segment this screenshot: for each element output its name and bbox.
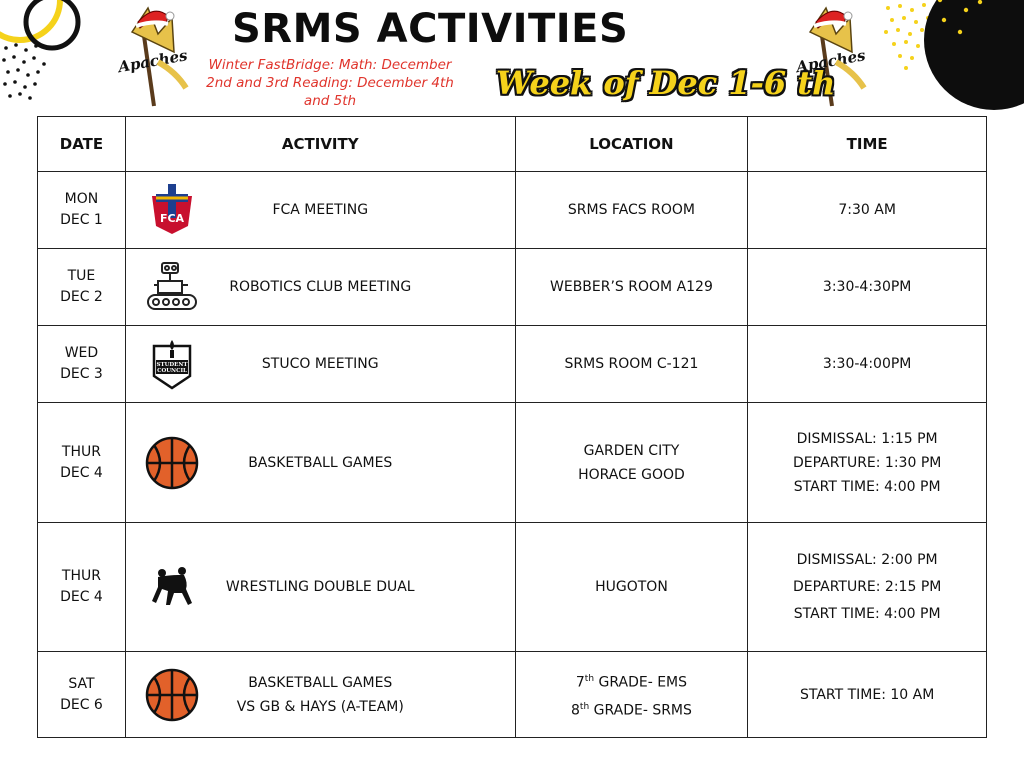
date-label: DEC 4 bbox=[60, 464, 103, 481]
activity-label: WRESTLING DOUBLE DUAL bbox=[225, 579, 415, 595]
time-label: 7:30 AM bbox=[838, 202, 896, 218]
activity-cell bbox=[125, 249, 515, 326]
location-label: HORACE GOOD bbox=[578, 466, 685, 483]
week-label: Week of Dec 1-6 th bbox=[496, 64, 836, 102]
robot-icon bbox=[144, 259, 200, 315]
table-row bbox=[38, 249, 987, 326]
time-label: 3:30-4:00PM bbox=[822, 356, 912, 372]
time-cell bbox=[748, 652, 987, 738]
activity-cell bbox=[125, 652, 515, 738]
fastbridge-note bbox=[200, 56, 460, 110]
student-council-icon bbox=[144, 336, 200, 392]
header-activity: ACTIVITY bbox=[125, 117, 515, 172]
svg-text:STUDENT: STUDENT bbox=[156, 362, 188, 368]
location-label: 7th GRADE- EMS bbox=[575, 673, 688, 691]
location-label: GARDEN CITY bbox=[583, 442, 680, 459]
activity-cell bbox=[125, 326, 515, 403]
date-label: DEC 2 bbox=[60, 289, 103, 305]
activity-label: VS GB & HAYS (A-TEAM) bbox=[236, 698, 404, 715]
table-header-row bbox=[38, 117, 987, 172]
location-label: SRMS ROOM C-121 bbox=[564, 356, 699, 372]
date-label: DEC 4 bbox=[60, 589, 103, 605]
date-cell bbox=[38, 652, 126, 738]
activity-cell bbox=[125, 523, 515, 652]
location-label: 8th GRADE- SRMS bbox=[571, 701, 692, 719]
day-label: THUR bbox=[61, 443, 101, 460]
time-label: DISMISSAL: 1:15 PM bbox=[796, 430, 938, 447]
activity-cell bbox=[125, 403, 515, 523]
activity-label: STUCO MEETING bbox=[261, 356, 379, 372]
location-cell bbox=[515, 326, 748, 403]
date-label: DEC 3 bbox=[60, 366, 103, 382]
page-title: SRMS ACTIVITIES bbox=[232, 6, 629, 52]
time-label: DEPARTURE: 1:30 PM bbox=[792, 454, 942, 471]
time-label: DEPARTURE: 2:15 PM bbox=[792, 578, 942, 595]
fastbridge-line: Winter FastBridge: bbox=[208, 57, 335, 73]
date-cell bbox=[38, 326, 126, 403]
table-row bbox=[38, 652, 987, 738]
date-label: DEC 1 bbox=[60, 212, 103, 228]
svg-text:FCA: FCA bbox=[159, 212, 184, 225]
fastbridge-line: Math: December 2nd and 3rd bbox=[206, 57, 452, 91]
location-cell bbox=[515, 249, 748, 326]
day-label: WED bbox=[64, 345, 99, 361]
time-cell bbox=[748, 403, 987, 523]
location-label: WEBBER’S ROOM A129 bbox=[550, 279, 713, 295]
black-circle-decoration bbox=[914, 0, 1024, 120]
time-cell bbox=[748, 523, 987, 652]
table-row bbox=[38, 326, 987, 403]
time-cell bbox=[748, 326, 987, 403]
date-cell bbox=[38, 172, 126, 249]
location-cell bbox=[515, 403, 748, 523]
time-label: START TIME: 10 AM bbox=[799, 686, 935, 703]
apaches-logo-left bbox=[114, 2, 194, 108]
date-cell bbox=[38, 249, 126, 326]
header-date: DATE bbox=[38, 117, 126, 172]
date-cell bbox=[38, 523, 126, 652]
fastbridge-line: Reading: December 4th and 5th bbox=[292, 75, 454, 109]
location-label: SRMS FACS ROOM bbox=[567, 202, 695, 218]
time-label: START TIME: 4:00 PM bbox=[793, 605, 941, 622]
dot-pattern-left-decoration bbox=[0, 40, 60, 110]
table-row bbox=[38, 172, 987, 249]
activity-cell bbox=[125, 172, 515, 249]
location-cell bbox=[515, 523, 748, 652]
activity-label: BASKETBALL GAMES bbox=[248, 674, 393, 691]
location-cell bbox=[515, 652, 748, 738]
wrestlers-icon bbox=[144, 559, 200, 615]
svg-text:COUNCIL: COUNCIL bbox=[157, 368, 187, 374]
location-label: HUGOTON bbox=[595, 579, 668, 595]
date-label: DEC 6 bbox=[60, 696, 103, 713]
date-cell bbox=[38, 403, 126, 523]
time-label: 3:30-4:30PM bbox=[822, 279, 912, 295]
location-cell bbox=[515, 172, 748, 249]
activity-label: BASKETBALL GAMES bbox=[248, 454, 393, 471]
time-cell bbox=[748, 172, 987, 249]
apaches-logo-text: Apaches bbox=[116, 46, 189, 77]
time-label: START TIME: 4:00 PM bbox=[793, 478, 941, 495]
time-label: DISMISSAL: 2:00 PM bbox=[796, 551, 938, 568]
fca-logo-icon bbox=[144, 182, 200, 238]
header-time: TIME bbox=[748, 117, 987, 172]
day-label: SAT bbox=[68, 675, 95, 692]
day-label: MON bbox=[64, 191, 99, 207]
day-label: THUR bbox=[61, 568, 101, 584]
apaches-logo-text: Apaches bbox=[794, 46, 867, 77]
table-row bbox=[38, 523, 987, 652]
basketball-icon bbox=[144, 667, 200, 723]
basketball-icon bbox=[144, 435, 200, 491]
table-row bbox=[38, 403, 987, 523]
activity-label: FCA MEETING bbox=[272, 202, 369, 218]
day-label: TUE bbox=[67, 268, 96, 284]
activity-label: ROBOTICS CLUB MEETING bbox=[229, 279, 412, 295]
schedule-table bbox=[37, 116, 987, 738]
time-cell bbox=[748, 249, 987, 326]
header-location: LOCATION bbox=[515, 117, 748, 172]
